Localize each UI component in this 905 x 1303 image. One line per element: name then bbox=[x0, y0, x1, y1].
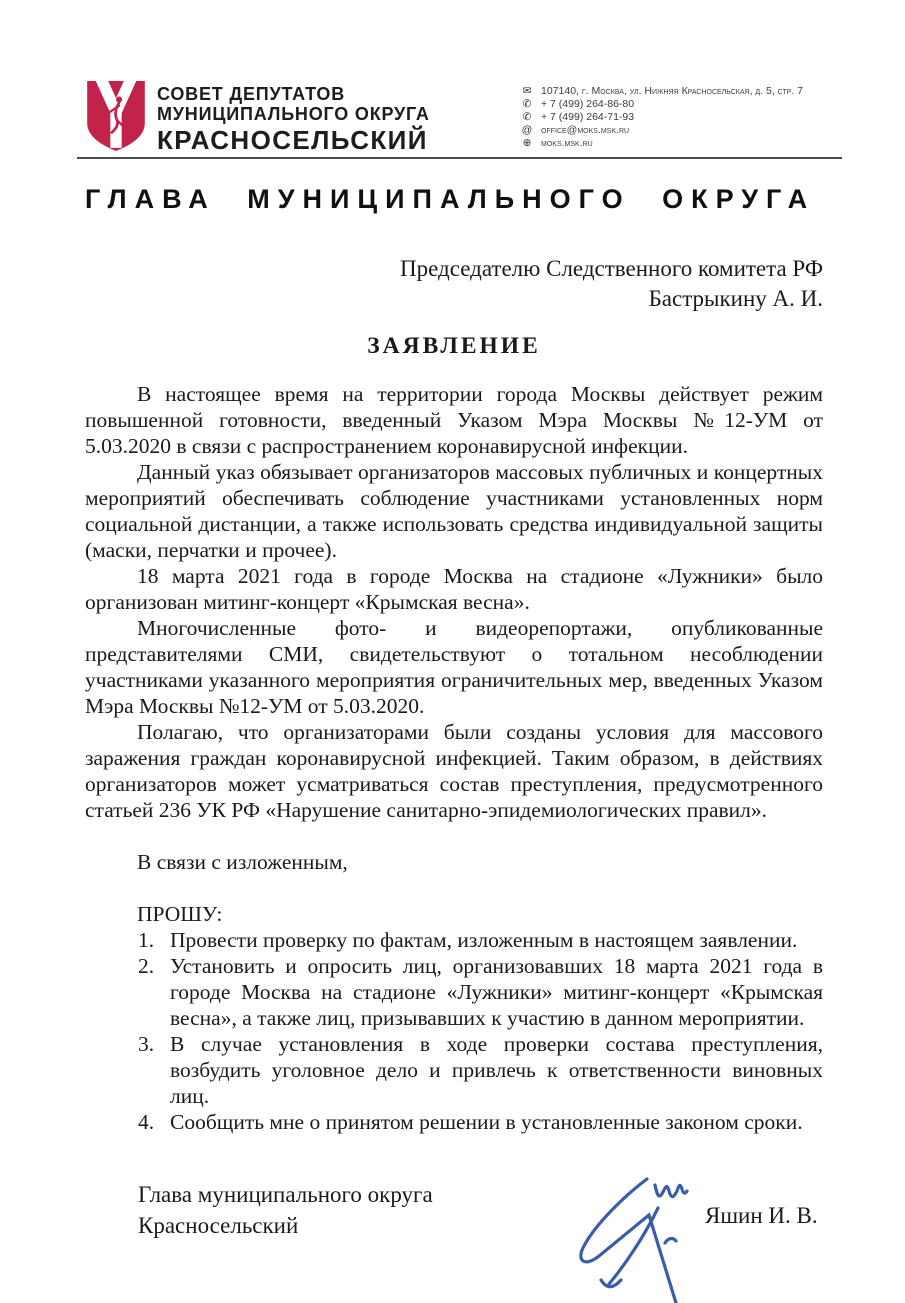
addressee-block bbox=[85, 254, 823, 314]
contact-phone bbox=[520, 98, 832, 111]
phone-text: + 7 (499) 264-86-80 bbox=[541, 98, 635, 111]
list-item-number: 3. bbox=[138, 1032, 155, 1056]
contact-address bbox=[520, 85, 832, 98]
list-item-text: Сообщить мне о принятом решении в установленные законом сроки. bbox=[170, 1110, 803, 1134]
fax-icon: ✆ bbox=[522, 111, 532, 124]
list-item-text: В случае установления в ходе проверки состава преступления, возбудить уголовное дело и привлечь к ответственности виновных лиц. bbox=[170, 1032, 823, 1108]
list-item bbox=[85, 953, 823, 1031]
paragraph: Полагаю, что организаторами были созданы условия для массового заражения граждан коронавирусной инфекцией. Таким образом, в действиях организаторов может усматриваться состав преступления, предусмотренного статьей 236 УК РФ «Нарушение санитарно-эпидемиологических правил». bbox=[85, 720, 823, 822]
signer-name: Яшин И. В. bbox=[705, 1203, 818, 1228]
signature-block bbox=[85, 1179, 823, 1299]
fax-text: + 7 (499) 264-71-93 bbox=[541, 111, 635, 124]
org-name-block bbox=[157, 84, 430, 154]
website-text: moks.msk.ru bbox=[541, 137, 593, 150]
list-item bbox=[85, 1109, 823, 1135]
list-item-text: Провести проверку по фактам, изложенным в настоящем заявлении. bbox=[170, 928, 798, 952]
document-title: ЗАЯВЛЕНИЕ bbox=[367, 333, 541, 359]
list-item-number: 2. bbox=[138, 954, 155, 978]
address-text: 107140, г. Москва, ул. Нижняя Красносельская, д. 5, стр. 7 bbox=[541, 85, 804, 97]
district-coat-of-arms-logo bbox=[85, 80, 147, 152]
signer-position-line2: Красносельский bbox=[138, 1213, 299, 1238]
shield-icon bbox=[85, 80, 147, 152]
list-item bbox=[85, 1031, 823, 1109]
paragraphs-section bbox=[85, 381, 823, 823]
request-list bbox=[85, 927, 823, 1135]
paragraph: Многочисленные фото- и видеорепортажи, опубликованные представителями СМИ, свидетельствуют о тотальном несоблюдении участниками указанного мероприятия ограничительных мер, введенных Указом Мэра Москвы №12-УМ от 5.03.2020. bbox=[85, 616, 823, 718]
list-item-text: Установить и опросить лиц, организовавших 18 марта 2021 года в городе Москва на стадионе «Лужники» митинг-концерт «Крымская весна», а также лиц, призывавших к участию в данном мероприятии. bbox=[170, 954, 823, 1030]
paragraph: 18 марта 2021 года в городе Москва на стадионе «Лужники» было организован митинг-концерт «Крымская весна». bbox=[85, 564, 823, 614]
email-icon: @ bbox=[521, 124, 533, 137]
contact-info-block bbox=[520, 85, 832, 150]
org-name-line2: МУНИЦИПАЛЬНОГО ОКРУГА bbox=[157, 104, 430, 124]
contact-fax bbox=[520, 111, 832, 124]
globe-icon: ⊕ bbox=[522, 137, 532, 150]
phone-icon: ✆ bbox=[522, 98, 532, 111]
letter-body bbox=[85, 250, 823, 1299]
paragraph: Данный указ обязывает организаторов массовых публичных и концертных мероприятий обеспечивать соблюдение участниками установленных норм социальной дистанции, а также использовать средства индивидуальной защиты (маски, перчатки и прочее). bbox=[85, 460, 823, 562]
list-item-number: 4. bbox=[138, 1110, 155, 1134]
list-item bbox=[85, 927, 823, 953]
closing-intro: В связи с изложенным, bbox=[137, 850, 348, 874]
addressee-line2: Бастрыкину А. И. bbox=[648, 286, 823, 311]
org-name-line3: КРАСНОСЕЛЬСКИЙ bbox=[157, 125, 428, 155]
addressee-line1: Председателю Следственного комитета РФ bbox=[400, 256, 823, 281]
email-text: office@moks.msk.ru bbox=[541, 124, 630, 137]
paragraph: В настоящее время на территории города Москвы действует режим повышенной готовности, введенный Указом Мэра Москвы №12-УМ от 5.03.2020 в связи с распространением коронавирусной инфекции. bbox=[85, 382, 823, 458]
request-heading: ПРОШУ: bbox=[137, 902, 223, 926]
contact-email bbox=[520, 124, 832, 137]
page-title: ГЛАВА МУНИЦИПАЛЬНОГО ОКРУГА bbox=[85, 184, 816, 214]
org-name-line1: СОВЕТ ДЕПУТАТОВ bbox=[157, 84, 346, 104]
header-divider bbox=[77, 157, 842, 159]
contact-website bbox=[520, 137, 832, 150]
list-item-number: 1. bbox=[138, 928, 155, 952]
envelope-icon: ✉ bbox=[522, 85, 532, 97]
signer-position-line1: Глава муниципального округа bbox=[138, 1182, 433, 1207]
handwritten-signature-image bbox=[563, 1153, 713, 1303]
